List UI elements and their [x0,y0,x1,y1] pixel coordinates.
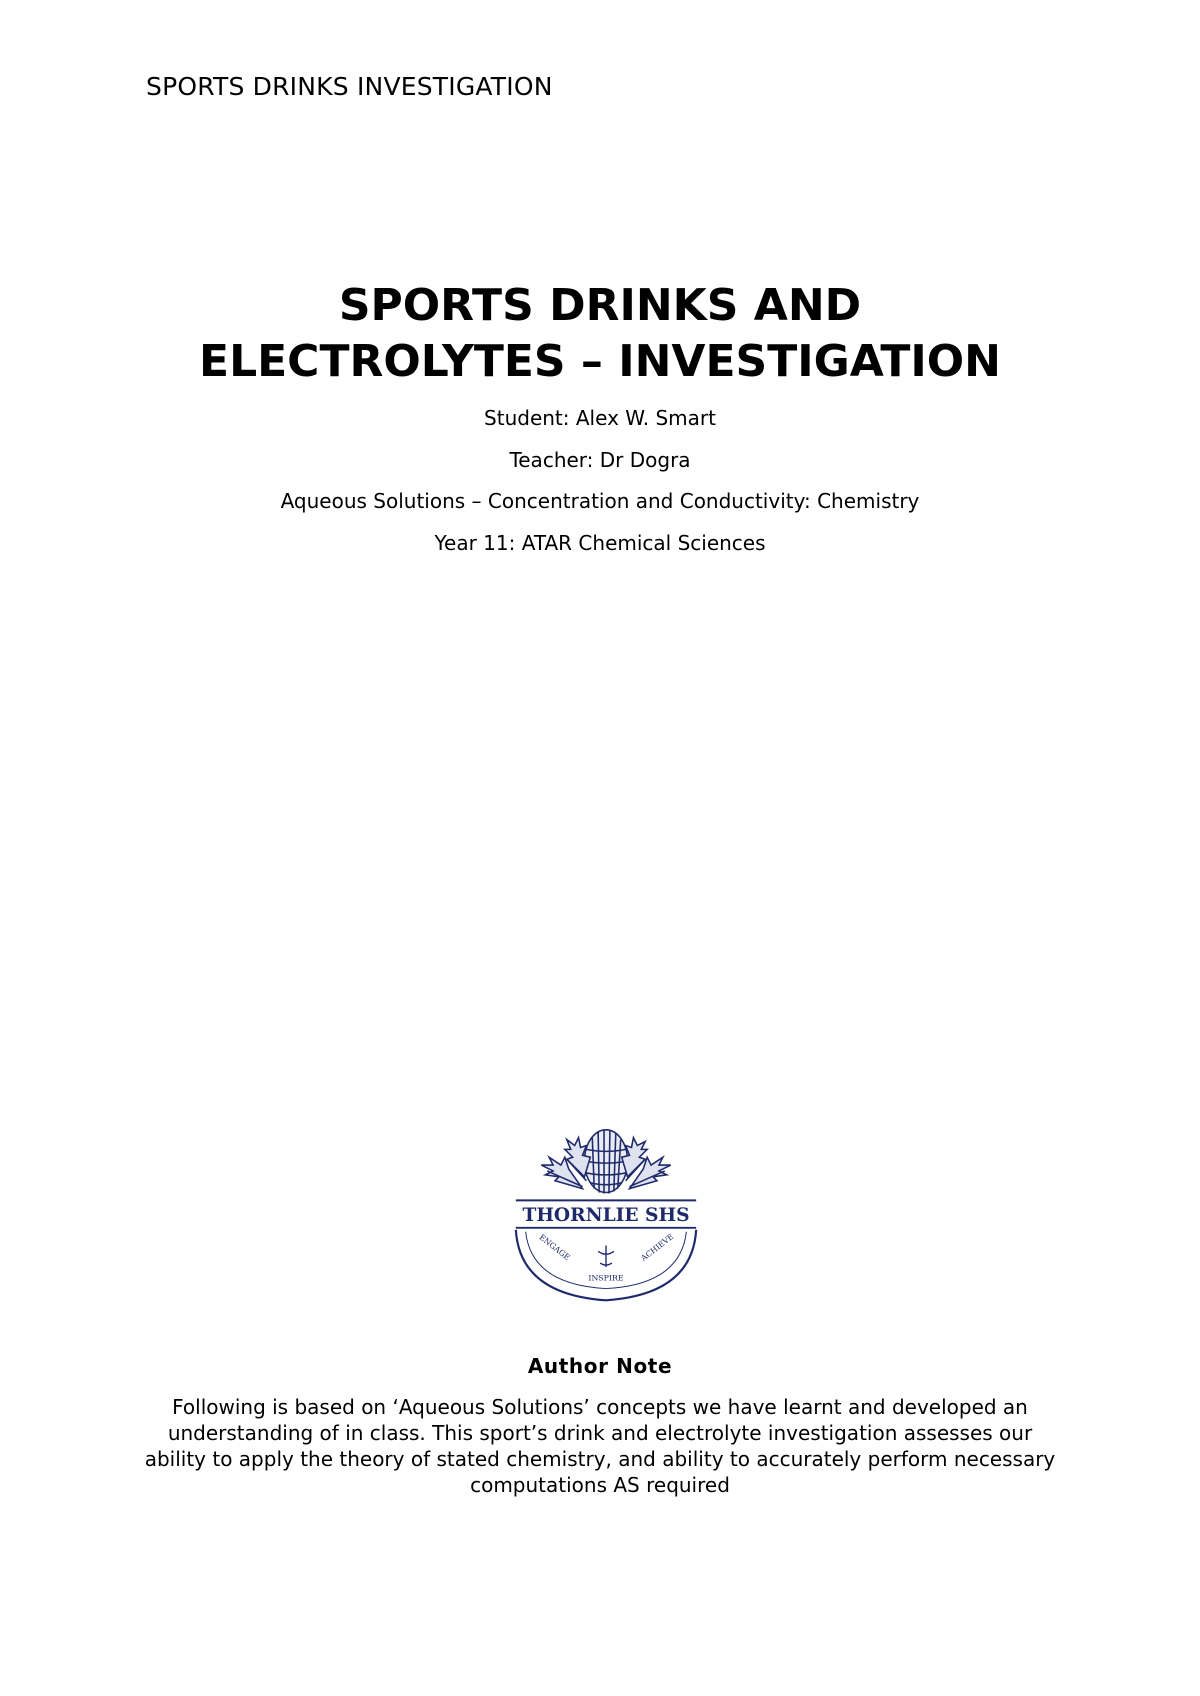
title-line-2: ELECTROLYTES – INVESTIGATION [199,336,1001,387]
unit-line: Aqueous Solutions – Concentration and Conductivity: Chemistry [280,489,920,513]
title-line-1: SPORTS DRINKS AND [338,280,862,331]
course-line: Year 11: ATAR Chemical Sciences [434,531,766,555]
fleur-icon [598,1245,614,1267]
school-logo [508,1120,704,1316]
logo-motto-achieve: ACHIEVE [639,1231,676,1263]
running-header: SPORTS DRINKS INVESTIGATION [146,72,553,101]
teacher-line: Teacher: Dr Dogra [509,448,691,472]
logo-school-name: THORNLIE SHS [522,1204,690,1226]
author-note-heading: Author Note [527,1354,673,1378]
banksia-flower-icon [584,1130,627,1194]
leaf-left-icon [541,1138,590,1189]
author-note-body: Following is based on ‘Aqueous Solutions’ concepts we have learnt and developed an understanding of in class. This sport’s drink and electrolyte investigation assesses our ability to apply the theory of stated chemistry, and ability to accurately perform necessary computations AS required [144,1395,1056,1497]
logo-motto-engage: ENGAGE [537,1232,572,1263]
logo-motto-inspire: INSPIRE [588,1273,624,1283]
document-title [0,278,1200,390]
leaf-right-icon [622,1138,671,1189]
student-line: Student: Alex W. Smart [484,406,716,430]
